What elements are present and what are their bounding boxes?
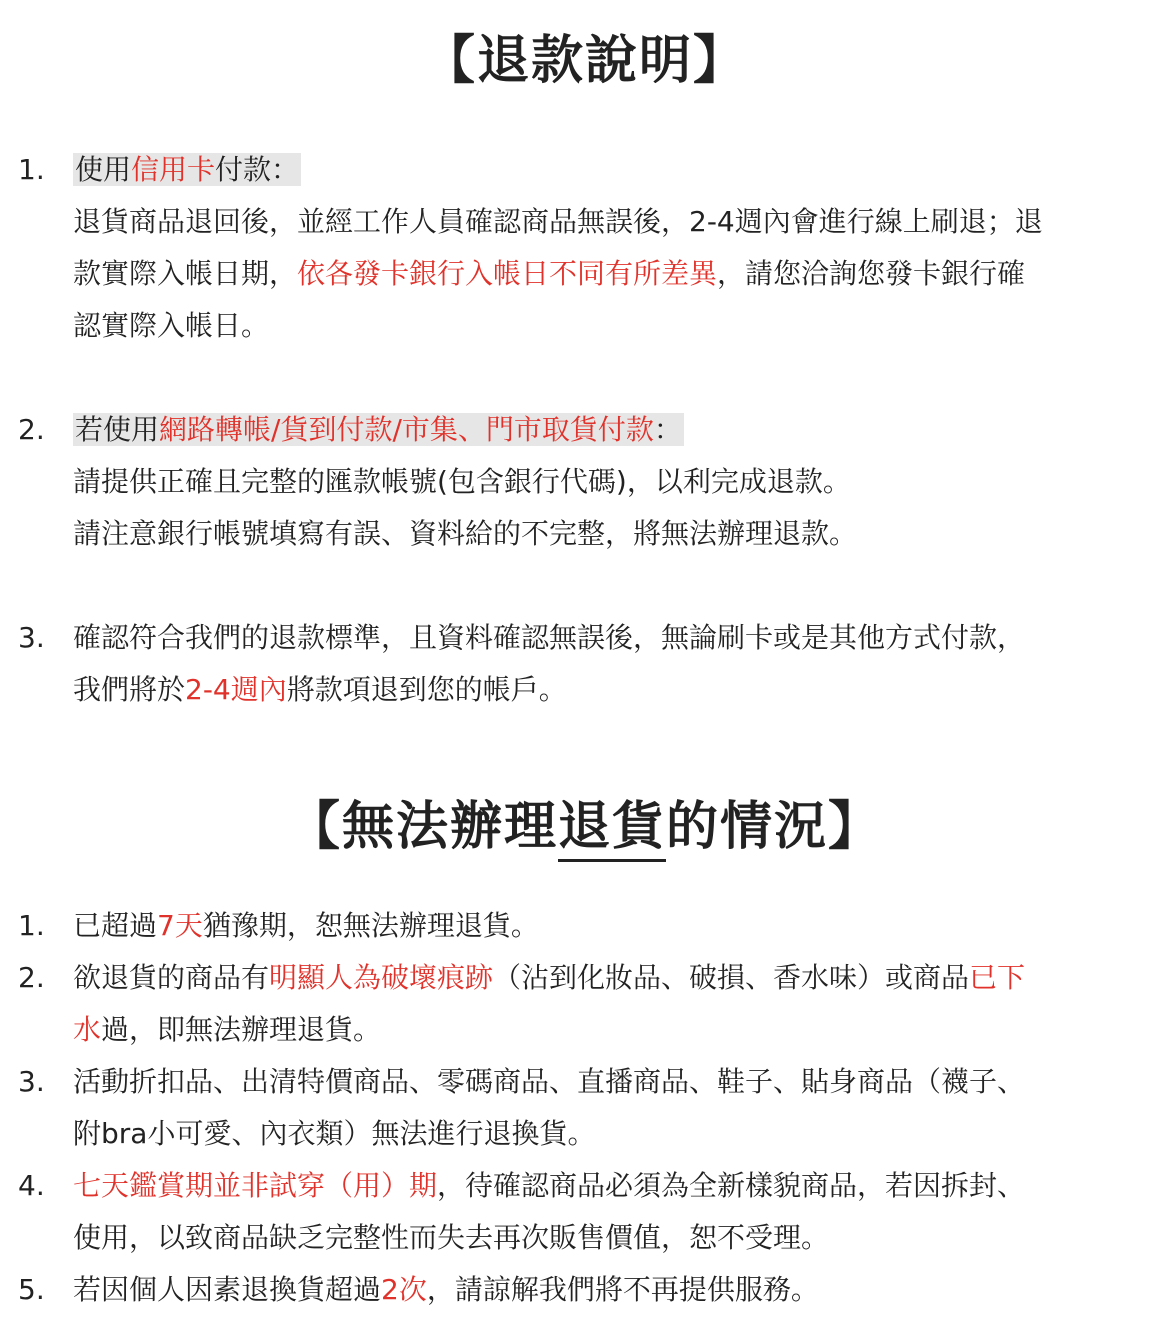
item-number: 2. (18, 961, 45, 994)
item-text-line: 使用，以致商品缺乏完整性而失去再次販售價值，恕不受理。 (73, 1221, 830, 1254)
item-number: 3. (18, 621, 45, 654)
item-text-line: 請提供正確且完整的匯款帳號(包含銀行代碼)，以利完成退款。 (73, 465, 851, 498)
item-text-line: 請注意銀行帳號填寫有誤、資料給的不完整，將無法辦理退款。 (73, 517, 858, 550)
item-text-line: 若因個人因素退換貨超過2次，請諒解我們將不再提供服務。 (73, 1273, 819, 1306)
item-text-line: 認實際入帳日。 (73, 309, 270, 342)
item-text-line: 我們將於2-4週內將款項退到您的帳戶。 (73, 673, 567, 706)
item-text-line: 附bra小可愛、內衣類）無法進行退換貨。 (73, 1117, 596, 1150)
list-item (18, 900, 1153, 952)
item-text-line: 已超過7天猶豫期，恕無法辦理退貨。 (73, 909, 539, 942)
item-text-line: 款實際入帳日期，依各發卡銀行入帳日不同有所差異，請您洽詢您發卡銀行確 (73, 257, 1026, 290)
list-item (18, 144, 1153, 352)
item-text-line: 七天鑑賞期並非試穿（用）期，待確認商品必須為全新樣貌商品，若因拆封、 (73, 1169, 1026, 1202)
item-number: 1. (18, 909, 45, 942)
list-item (18, 404, 1153, 560)
item-number: 3. (18, 1065, 45, 1098)
item-text-line: 確認符合我們的退款標準，且資料確認無誤後，無論刷卡或是其他方式付款， (73, 621, 1026, 654)
refund-list (18, 144, 1153, 768)
item-text-line: 活動折扣品、出清特價商品、零碼商品、直播商品、鞋子、貼身商品（襪子、 (73, 1065, 1026, 1098)
list-item (18, 612, 1153, 716)
list-item (18, 1056, 1153, 1160)
item-heading: 使用信用卡付款： (75, 153, 300, 186)
list-item (18, 952, 1153, 1056)
list-item (18, 1160, 1153, 1264)
item-text-line: 欲退貨的商品有明顯人為破壞痕跡（沾到化妝品、破損、香水味）或商品已下 (73, 961, 1026, 994)
refund-title: 【退款說明】 (422, 31, 747, 91)
item-number: 5. (18, 1273, 45, 1306)
item-number: 1. (18, 153, 45, 186)
underlined-word: 退貨 (558, 797, 666, 862)
non-returnable-list (18, 900, 1153, 1316)
list-item (18, 1264, 1153, 1316)
item-heading: 若使用網路轉帳/貨到付款/市集、門市取貨付款： (75, 413, 682, 446)
item-text-line: 退貨商品退回後，並經工作人員確認商品無誤後，2-4週內會進行線上刷退；退 (73, 205, 1043, 238)
item-number: 2. (18, 413, 45, 446)
non-returnable-title: 【無法辦理退貨的情況】 (0, 796, 1170, 858)
item-number: 4. (18, 1169, 45, 1202)
item-text-line: 水過，即無法辦理退貨。 (73, 1013, 382, 1046)
